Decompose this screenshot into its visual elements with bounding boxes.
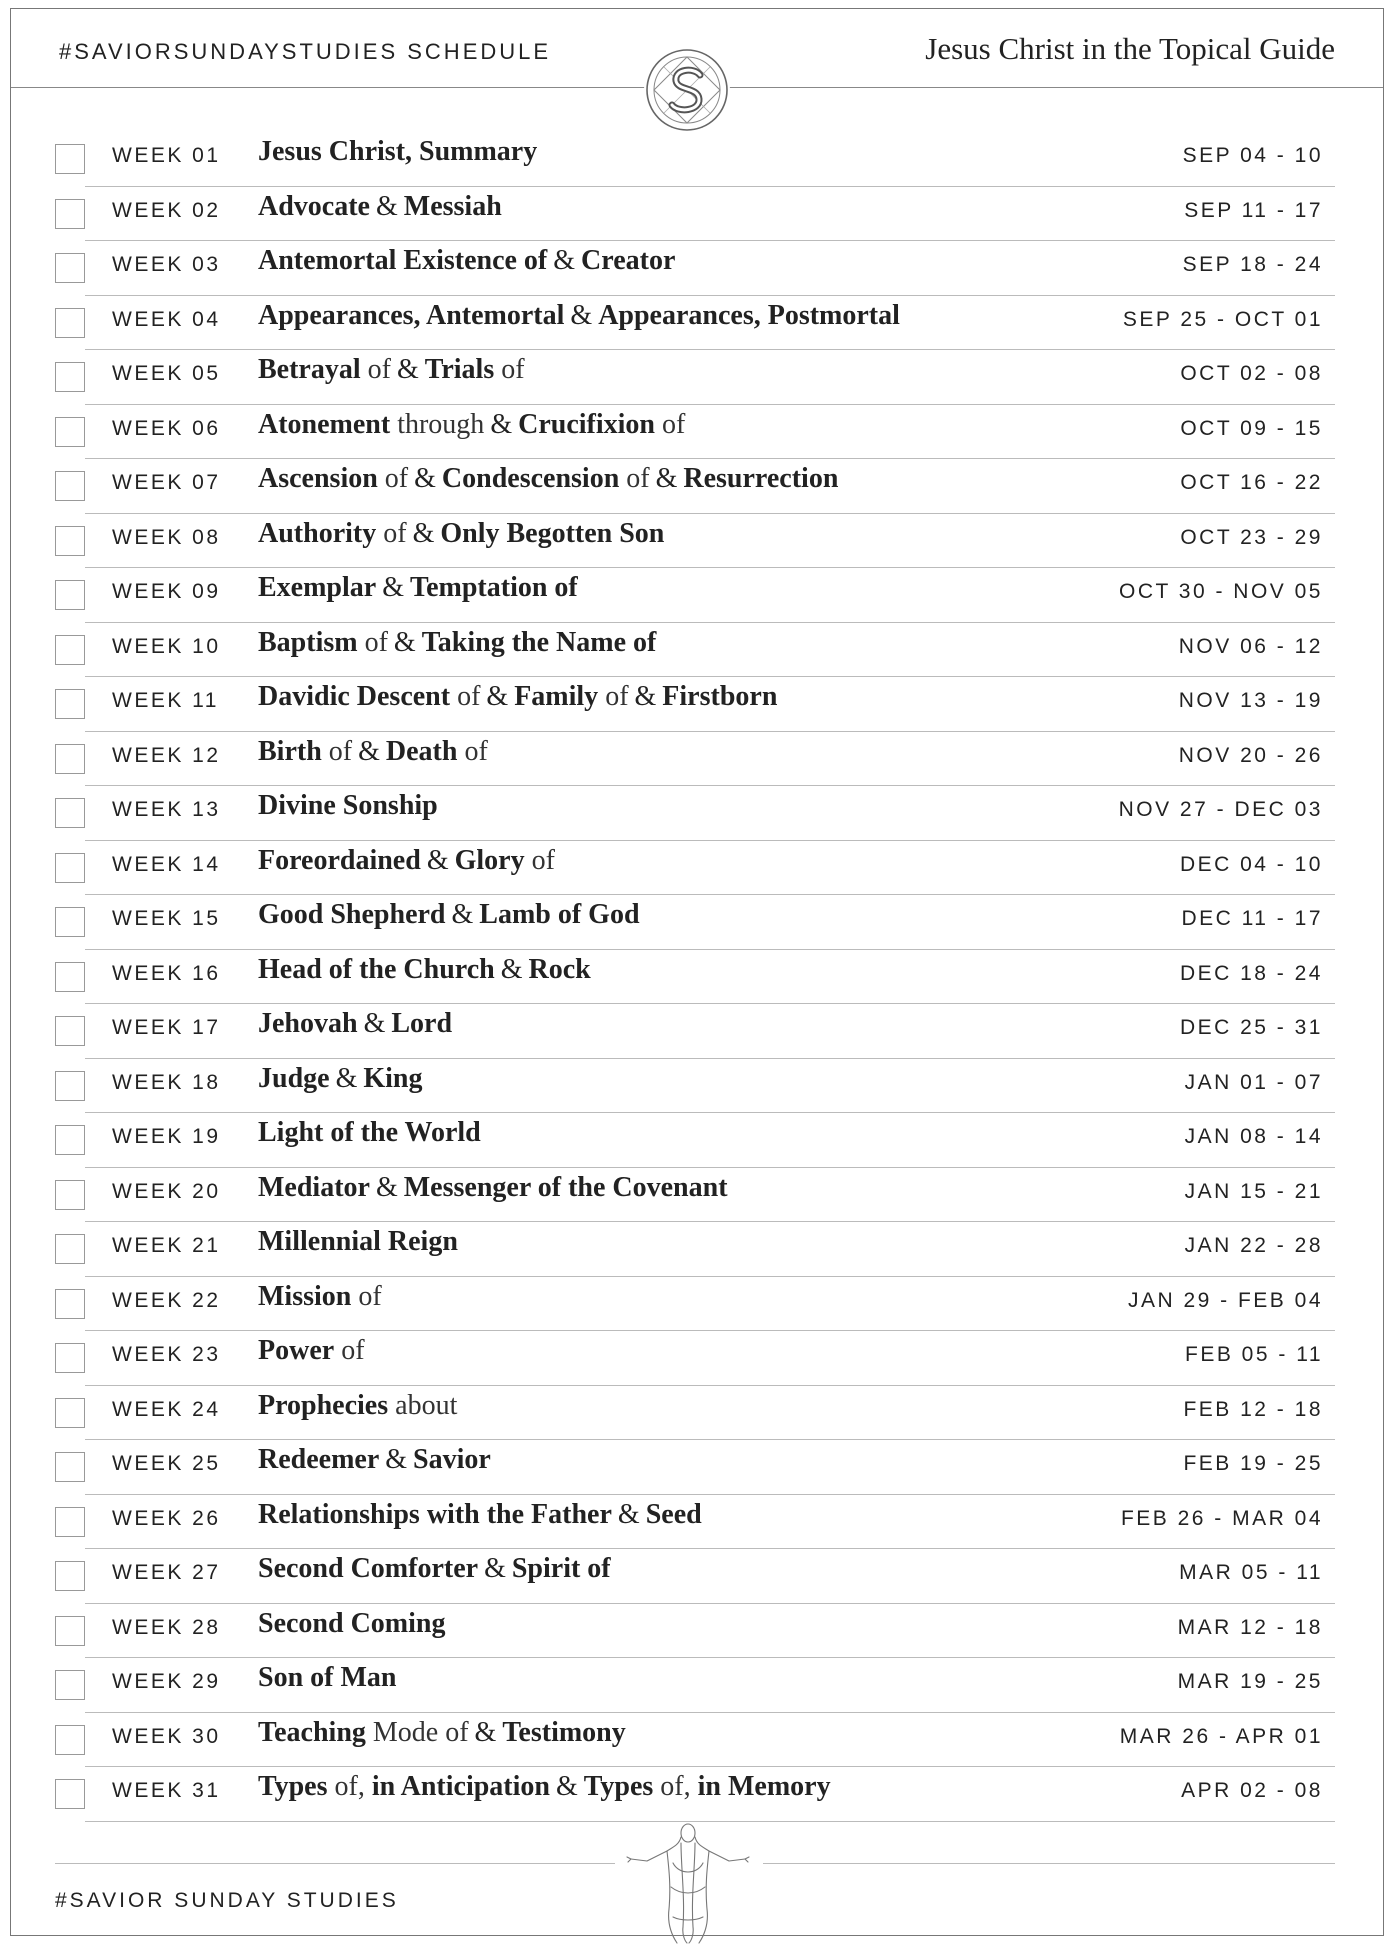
ampersand-separator: & [335,1062,358,1094]
ampersand-separator: & [490,408,513,440]
topic-segment: Condescension [441,463,620,494]
topic-segment: Trials [424,354,495,385]
week-label: WEEK 07 [112,471,221,494]
ampersand-separator: & [396,354,419,385]
week-checkbox[interactable] [55,1507,85,1537]
topic-segment: of [524,844,555,876]
topic-title [258,1226,458,1258]
schedule-row [11,1168,1383,1223]
schedule-row [11,1549,1383,1604]
week-label: WEEK 21 [112,1234,221,1257]
topic-title [258,627,656,659]
ampersand-separator: & [486,681,509,712]
week-label: WEEK 09 [112,580,221,603]
week-label: WEEK 16 [112,961,221,985]
ampersand-separator: & [382,572,404,603]
schedule-row [11,350,1383,405]
topic-segment: Lord [391,1008,453,1039]
week-label: WEEK 04 [112,307,221,331]
week-checkbox[interactable] [55,1561,85,1591]
week-checkbox[interactable] [55,308,85,338]
schedule-page [10,8,1384,1936]
savior-sunday-studies-logo-icon [644,47,730,133]
date-range: JAN 29 - FEB 04 [1127,1288,1323,1312]
topic-segment: Lamb of God [479,899,640,930]
topic-segment: Second Comforter [258,1553,479,1584]
week-checkbox[interactable] [55,362,85,392]
topic-title [258,463,838,495]
ampersand-separator: & [375,1171,398,1203]
date-range: SEP 25 - OCT 01 [1122,307,1323,331]
schedule-row [11,950,1383,1005]
topic-segment: Teaching [258,1716,366,1748]
topic-segment: Taking the Name of [421,626,657,658]
topic-segment: Antemortal Existence of [258,245,548,276]
topic-segment: Death [385,735,458,767]
topic-segment: Spirit of [511,1553,611,1584]
week-label: WEEK 25 [112,1452,221,1475]
topic-segment: of [376,517,407,549]
week-label: WEEK 05 [112,362,221,385]
topic-title [258,681,777,713]
topic-title [258,245,675,277]
topic-title [258,300,900,332]
topic-segment: Prophecies [258,1389,389,1421]
footer-divider-right [763,1863,1335,1864]
date-range: OCT 16 - 22 [1180,471,1323,494]
topic-segment: Types [583,1771,654,1802]
topic-segment: Appearances, Antemortal [258,299,565,331]
date-range: JAN 08 - 14 [1184,1125,1323,1148]
ampersand-separator: & [484,1553,506,1584]
topic-segment: Second Coming [258,1607,446,1639]
ampersand-separator: & [655,463,678,494]
topic-title [258,354,525,386]
week-label: WEEK 28 [112,1615,221,1639]
date-range: SEP 04 - 10 [1182,144,1323,167]
topic-title [258,1008,452,1040]
topic-segment: through [390,408,485,440]
date-range: MAR 05 - 11 [1179,1561,1323,1584]
schedule-row [11,1604,1383,1659]
ampersand-separator: & [385,1444,408,1475]
topic-segment: Messenger of the Covenant [403,1171,728,1203]
topic-segment: Creator [581,245,676,276]
topic-segment: of [360,354,391,385]
date-range: DEC 11 - 17 [1181,907,1323,930]
topic-segment: Ascension [258,463,378,494]
topic-segment: in Anticipation [364,1771,550,1802]
topic-segment: Exemplar [258,572,377,603]
date-range: FEB 12 - 18 [1183,1397,1323,1421]
topic-segment: of [321,735,353,767]
date-range: NOV 20 - 26 [1178,743,1323,767]
week-label: WEEK 22 [112,1288,221,1312]
week-label: WEEK 18 [112,1070,221,1094]
schedule-row [11,187,1383,242]
date-range: OCT 02 - 08 [1180,362,1323,385]
topic-title [258,1662,396,1694]
topic-title [258,790,438,822]
date-range: MAR 12 - 18 [1177,1615,1323,1639]
date-range: NOV 13 - 19 [1178,689,1323,712]
ampersand-separator: & [553,245,576,276]
date-range: FEB 05 - 11 [1185,1343,1323,1366]
topic-segment: Head of the Church [258,953,495,985]
topic-segment: of [494,354,525,385]
week-label: WEEK 10 [112,634,221,658]
week-checkbox[interactable] [55,253,85,283]
topic-title [258,899,640,931]
week-checkbox[interactable] [55,1398,85,1428]
ampersand-separator: & [634,681,657,712]
week-label: WEEK 06 [112,416,221,440]
topic-segment: Mediator [258,1171,370,1203]
week-label: WEEK 31 [112,1779,221,1802]
schedule-row [11,1386,1383,1441]
topic-segment: of [351,1280,382,1312]
week-checkbox[interactable] [55,526,85,556]
topic-segment: Davidic Descent [258,681,451,712]
week-label: WEEK 20 [112,1179,221,1203]
topic-segment: Mission [258,1280,352,1312]
topic-segment: Millennial Reign [258,1226,458,1257]
topic-segment: Family [514,681,599,712]
week-label: WEEK 03 [112,253,221,276]
date-range: FEB 26 - MAR 04 [1120,1506,1323,1530]
week-label: WEEK 17 [112,1016,221,1039]
topic-title [258,1771,831,1803]
date-range: OCT 09 - 15 [1180,416,1323,440]
topic-title [258,1390,457,1422]
topic-segment: Good Shepherd [258,899,446,930]
date-range: SEP 18 - 24 [1182,253,1323,276]
topic-segment: Authority [258,517,377,549]
week-checkbox[interactable] [55,689,85,719]
week-checkbox[interactable] [55,907,85,937]
christus-figure-icon [623,1817,753,1945]
week-label: WEEK 26 [112,1506,221,1530]
topic-title [258,1117,481,1149]
schedule-row [11,241,1383,296]
topic-title [258,1335,365,1367]
schedule-row [11,1658,1383,1713]
schedule-row [11,132,1383,187]
topic-segment: Savior [413,1444,491,1475]
topic-title [258,1717,626,1749]
week-checkbox[interactable] [55,199,85,229]
week-checkbox[interactable] [55,853,85,883]
week-checkbox[interactable] [55,1180,85,1210]
ampersand-separator: & [414,463,436,494]
week-checkbox[interactable] [55,1452,85,1482]
date-range: DEC 25 - 31 [1179,1016,1323,1039]
schedule-row [11,459,1383,514]
week-label: WEEK 27 [112,1561,221,1584]
date-range: OCT 23 - 29 [1180,525,1323,549]
schedule-row [11,1059,1383,1114]
topic-title [258,191,502,223]
week-label: WEEK 19 [112,1125,221,1148]
topic-segment: Advocate [258,190,370,222]
topic-segment: King [363,1062,423,1094]
date-range: JAN 01 - 07 [1184,1070,1323,1094]
schedule-row [11,1004,1383,1059]
topic-segment: Temptation of [410,572,578,603]
topic-segment: Judge [258,1062,330,1094]
week-checkbox[interactable] [55,798,85,828]
week-checkbox[interactable] [55,1616,85,1646]
date-range: SEP 11 - 17 [1184,198,1323,222]
topic-segment: of [450,681,481,712]
week-label: WEEK 15 [112,907,221,930]
week-checkbox[interactable] [55,144,85,174]
schedule-row [11,568,1383,623]
week-checkbox[interactable] [55,1071,85,1101]
topic-segment: Seed [645,1498,702,1530]
ampersand-separator: & [556,1771,578,1802]
topic-title [258,1063,423,1095]
topic-title [258,736,488,768]
ampersand-separator: & [617,1498,640,1530]
ampersand-separator: & [570,299,593,331]
topic-segment: Glory [454,844,525,876]
schedule-row [11,1440,1383,1495]
schedule-row [11,1331,1383,1386]
date-range: JAN 22 - 28 [1184,1234,1323,1257]
week-checkbox[interactable] [55,1125,85,1155]
topic-segment: Birth [258,735,322,767]
date-range: DEC 18 - 24 [1179,961,1323,985]
week-label: WEEK 01 [112,144,221,167]
topic-segment: of [334,1335,365,1366]
topic-segment: of, [327,1771,365,1802]
topic-title [258,1608,445,1640]
date-range: MAR 19 - 25 [1177,1670,1323,1693]
date-range: NOV 06 - 12 [1178,634,1323,658]
topic-segment: Appearances, Postmortal [598,299,900,331]
topic-segment: of [619,463,650,494]
schedule-row [11,841,1383,896]
topic-segment: Firstborn [662,681,778,712]
topic-title [258,572,578,604]
week-label: WEEK 02 [112,198,221,222]
topic-segment: Rock [528,953,591,985]
topic-segment: Foreordained [258,844,421,876]
topic-title [258,136,537,168]
topic-segment: Mode of [365,1716,469,1748]
schedule-row [11,296,1383,351]
week-checkbox[interactable] [55,962,85,992]
ampersand-separator: & [393,626,416,658]
week-checkbox[interactable] [55,471,85,501]
topic-segment: about [388,1389,458,1421]
topic-segment: Son of Man [258,1662,397,1693]
topic-segment: of [654,408,686,440]
schedule-row [11,677,1383,732]
topic-title [258,1444,491,1476]
date-range: JAN 15 - 21 [1184,1179,1323,1203]
topic-title [258,409,685,441]
week-checkbox[interactable] [55,1725,85,1755]
topic-segment: Baptism [258,626,358,658]
footer-title: #SAVIOR SUNDAY STUDIES [55,1889,399,1912]
topic-segment: Atonement [258,408,391,440]
topic-segment: Messiah [403,190,502,222]
schedule-row [11,895,1383,950]
topic-segment: of [357,626,388,658]
week-checkbox[interactable] [55,1289,85,1319]
date-range: NOV 27 - DEC 03 [1118,798,1323,821]
week-label: WEEK 12 [112,743,221,767]
topic-segment: in Memory [690,1771,831,1802]
topic-segment: Relationships with the Father [258,1498,612,1530]
week-checkbox[interactable] [55,580,85,610]
topic-segment: Resurrection [683,463,839,494]
week-label: WEEK 23 [112,1343,221,1366]
ampersand-separator: & [451,899,474,930]
ampersand-separator: & [375,190,398,222]
header-title: #SAVIORSUNDAYSTUDIES SCHEDULE [59,39,552,64]
week-checkbox[interactable] [55,1016,85,1046]
week-label: WEEK 13 [112,798,221,821]
week-checkbox[interactable] [55,417,85,447]
week-checkbox[interactable] [55,1234,85,1264]
week-checkbox[interactable] [55,1779,85,1809]
ampersand-separator: & [363,1008,386,1039]
ampersand-separator: & [500,953,523,985]
topic-segment: Divine Sonship [258,790,438,821]
week-label: WEEK 29 [112,1670,221,1693]
topic-segment: Light of the World [258,1117,481,1148]
topic-title [258,518,664,550]
header-subtitle: Jesus Christ in the Topical Guide [925,31,1335,66]
week-checkbox[interactable] [55,1670,85,1700]
date-range: FEB 19 - 25 [1183,1452,1323,1475]
topic-segment: of, [653,1771,691,1802]
week-label: WEEK 30 [112,1724,221,1748]
week-checkbox[interactable] [55,635,85,665]
topic-segment: Only Begotten Son [440,517,665,549]
ampersand-separator: & [426,844,449,876]
topic-segment: Power [258,1335,335,1366]
topic-title [258,1281,382,1313]
ampersand-separator: & [358,735,380,767]
schedule-row [11,1277,1383,1332]
footer-divider-left [55,1863,615,1864]
topic-segment: Jehovah [258,1008,358,1039]
schedule-row [11,1113,1383,1168]
date-range: MAR 26 - APR 01 [1119,1724,1323,1748]
schedule-row [11,1495,1383,1550]
week-label: WEEK 14 [112,852,221,876]
topic-segment: of [457,735,488,767]
date-range: APR 02 - 08 [1181,1779,1323,1802]
ampersand-separator: & [412,517,435,549]
week-checkbox[interactable] [55,744,85,774]
topic-title [258,1553,611,1585]
topic-segment: Testimony [502,1716,626,1748]
topic-segment: of [598,681,629,712]
schedule-row [11,514,1383,569]
date-range: DEC 04 - 10 [1179,852,1323,876]
topic-segment: of [377,463,409,494]
schedule-row [11,786,1383,841]
week-label: WEEK 11 [112,689,219,712]
date-range: OCT 30 - NOV 05 [1118,580,1323,603]
week-label: WEEK 24 [112,1397,221,1421]
schedule-row [11,623,1383,678]
schedule-row [11,405,1383,460]
topic-segment: Redeemer [258,1444,380,1475]
topic-segment: Types [258,1771,328,1802]
week-label: WEEK 08 [112,525,221,549]
topic-title [258,845,555,877]
schedule-row [11,1222,1383,1277]
topic-title [258,954,591,986]
schedule-row [11,1767,1383,1822]
schedule-row [11,1713,1383,1768]
topic-title [258,1172,728,1204]
week-checkbox[interactable] [55,1343,85,1373]
topic-segment: Betrayal [258,354,361,385]
schedule-row [11,732,1383,787]
topic-title [258,1499,702,1531]
topic-segment: Crucifixion [518,408,655,440]
ampersand-separator: & [474,1716,497,1748]
topic-segment: Jesus Christ, Summary [258,136,538,167]
